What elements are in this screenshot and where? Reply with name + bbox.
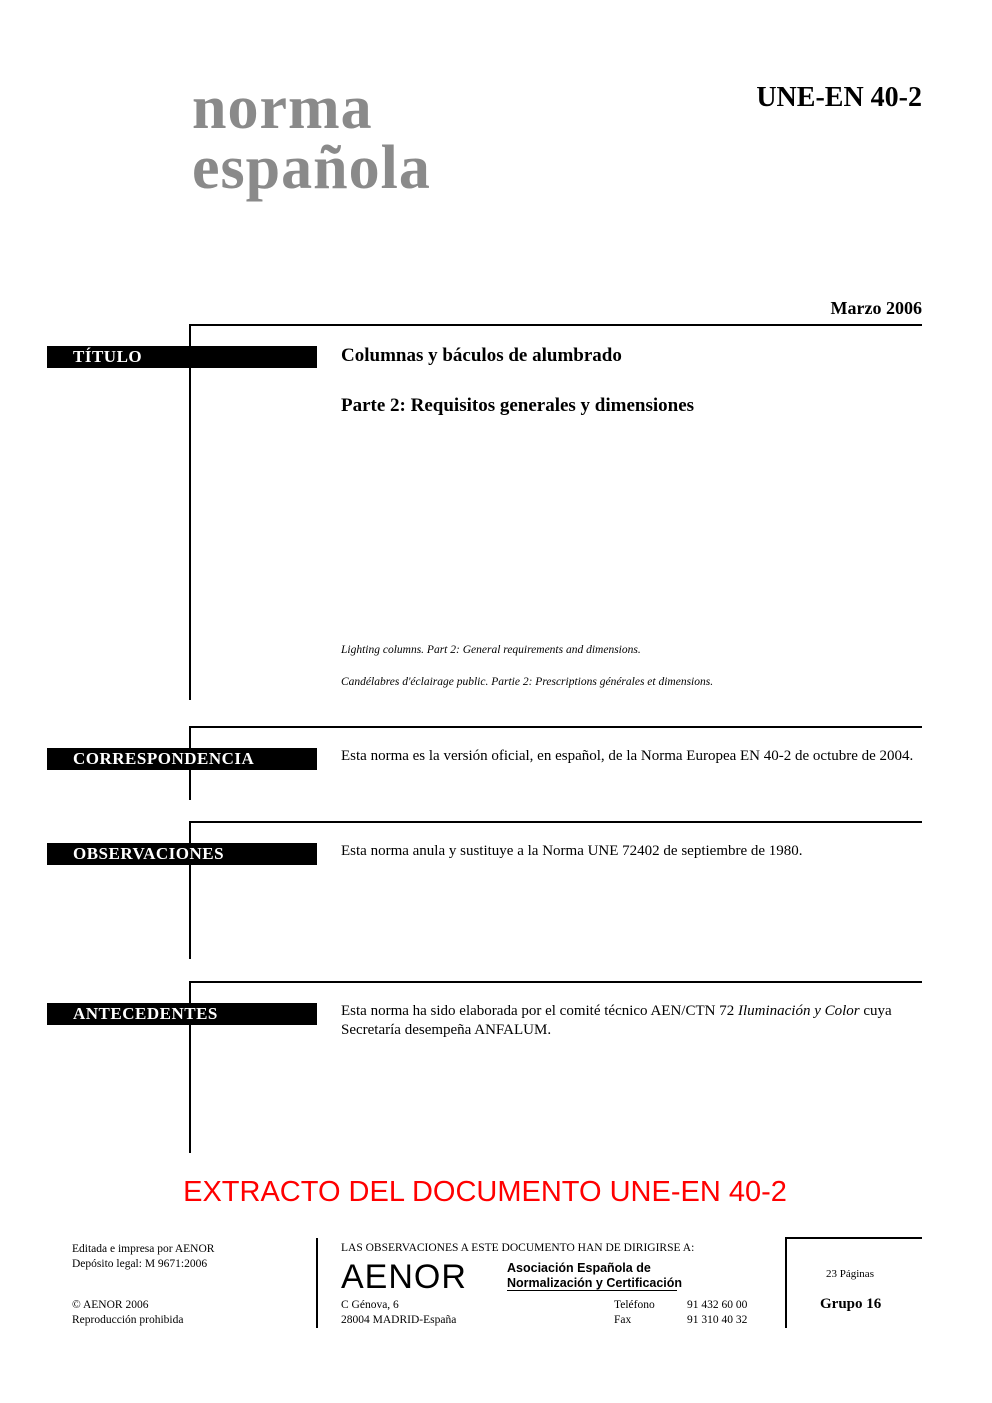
observaciones-text: Esta norma anula y sustituye a la Norma UNE 72402 de septiembre de 1980. xyxy=(341,843,803,859)
aenor-logo: AENOR xyxy=(341,1258,467,1296)
fax-value: 91 310 40 32 xyxy=(687,1314,748,1326)
aenor-desc-line2: Normalización y Certificación xyxy=(507,1276,683,1290)
title-part: Parte 2: Requisitos generales y dimensiones xyxy=(341,395,695,416)
footer-edited: Editada e impresa por AENOR xyxy=(72,1243,215,1255)
titulo-label: TÍTULO xyxy=(47,346,317,368)
titulo-top-rule xyxy=(189,324,922,326)
title-french: Candélabres d'éclairage public. Partie 2: Prescriptions générales et dimensions. xyxy=(341,676,714,688)
norma-line2: española xyxy=(192,134,431,202)
antecedentes-label: ANTECEDENTES xyxy=(47,1003,317,1025)
footer-divider-left xyxy=(316,1238,318,1328)
title-main: Columnas y báculos de alumbrado xyxy=(341,345,622,366)
grupo-box-top xyxy=(785,1237,922,1239)
antecedentes-top-rule xyxy=(189,981,922,983)
antecedentes-text-before: Esta norma ha sido elaborada por el comité técnico AEN/CTN 72 xyxy=(341,1003,738,1019)
address-line1: C Génova, 6 xyxy=(341,1299,399,1311)
grupo-box-left xyxy=(785,1237,787,1328)
title-english: Lighting columns. Part 2: General requirements and dimensions. xyxy=(341,644,641,656)
page-count: 23 Páginas xyxy=(826,1268,874,1280)
extract-notice: EXTRACTO DEL DOCUMENTO UNE-EN 40-2 xyxy=(183,1176,787,1208)
titulo-vertical-rule xyxy=(189,324,191,700)
footer-address xyxy=(341,1298,456,1328)
norma-espanola-heading xyxy=(192,74,431,202)
price-group: Grupo 16 xyxy=(820,1296,882,1312)
publication-date: Marzo 2006 xyxy=(830,298,922,318)
observaciones-top-rule xyxy=(189,821,922,823)
antecedentes-text-after: cuya Secretaría desempeña ANFALUM. xyxy=(341,1003,892,1038)
footer-contact-labels xyxy=(614,1298,655,1328)
footer-rights-block xyxy=(72,1298,183,1328)
observaciones-label: OBSERVACIONES xyxy=(47,843,317,865)
correspondencia-top-rule xyxy=(189,726,922,728)
antecedentes-committee-name: Iluminación y Color xyxy=(737,1003,860,1019)
telefono-label: Teléfono xyxy=(614,1299,655,1311)
footer-publisher-block xyxy=(72,1242,214,1272)
fax-label: Fax xyxy=(614,1314,632,1326)
footer-contact-values xyxy=(687,1298,747,1328)
correspondencia-label: CORRESPONDENCIA xyxy=(47,748,317,770)
footer-reproduction: Reproducción prohibida xyxy=(72,1314,184,1326)
correspondencia-text: Esta norma es la versión oficial, en español, de la Norma Europea EN 40-2 de octubre de 2004. xyxy=(341,748,914,764)
aenor-desc-line1: Asociación Española de xyxy=(507,1261,651,1275)
telefono-value: 91 432 60 00 xyxy=(687,1299,748,1311)
observaciones-vertical-rule xyxy=(189,821,191,959)
footer-deposito: Depósito legal: M 9671:2006 xyxy=(72,1258,208,1270)
standard-code: UNE-EN 40-2 xyxy=(756,82,922,113)
norma-line1: norma xyxy=(192,74,373,142)
antecedentes-text xyxy=(341,1002,923,1040)
footer-copyright: © AENOR 2006 xyxy=(72,1299,149,1311)
footer-observations-heading: LAS OBSERVACIONES A ESTE DOCUMENTO HAN DE DIRIGIRSE A: xyxy=(341,1242,695,1254)
aenor-description xyxy=(507,1261,682,1291)
address-line2: 28004 MADRID-España xyxy=(341,1314,457,1326)
